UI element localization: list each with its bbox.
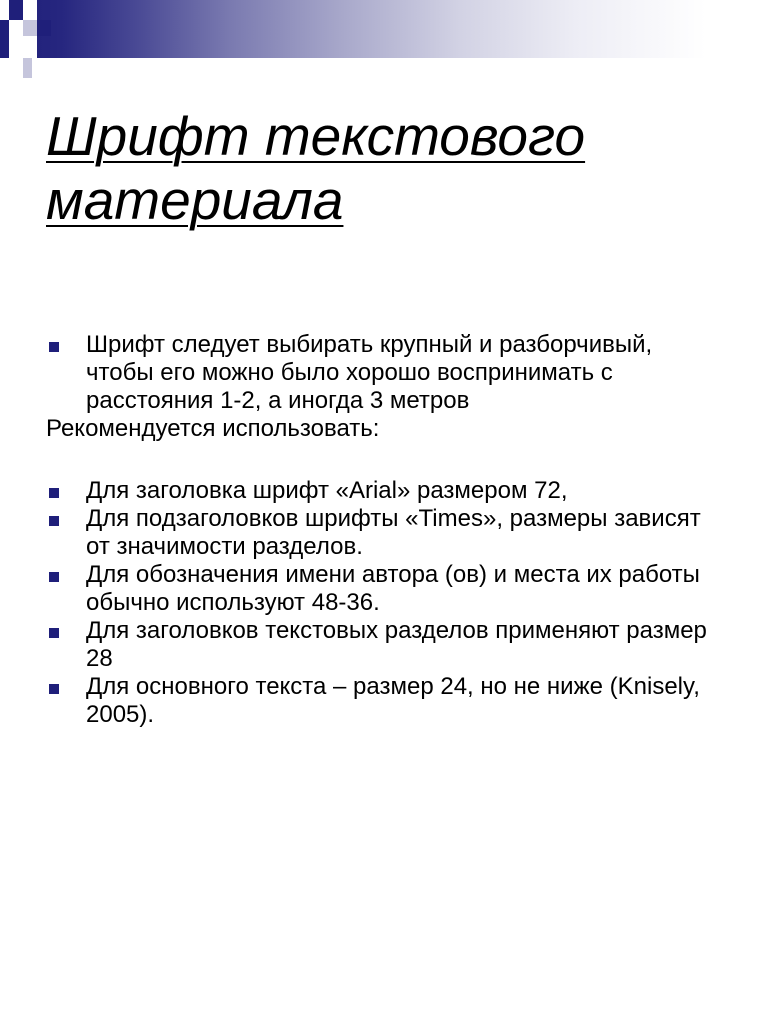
title-line-2: материала <box>46 169 344 231</box>
square-bullet-icon <box>49 628 59 638</box>
list-item-text: Для обозначения имени автора (ов) и места их работы обычно используют 48-36. <box>86 561 700 616</box>
decor-square <box>9 36 23 58</box>
decor-square <box>37 20 51 36</box>
decor-square <box>23 20 37 36</box>
list-item <box>46 617 726 673</box>
decor-square <box>9 20 23 36</box>
recommend-label: Рекомендуется использовать: <box>46 415 380 442</box>
decor-square <box>23 36 37 58</box>
list-item <box>46 331 726 415</box>
list-item <box>46 673 726 729</box>
title-line-1: Шрифт текстового <box>46 105 586 167</box>
square-bullet-icon <box>49 572 59 582</box>
decor-square <box>9 0 23 20</box>
list-item-text: Для основного текста – размер 24, но не ниже (Knisely, 2005). <box>86 673 700 728</box>
list-item-text: Для заголовка шрифт «Arial» размером 72, <box>86 477 568 504</box>
slide-title <box>46 104 726 232</box>
square-bullet-icon <box>49 516 59 526</box>
list-item <box>46 505 726 561</box>
header-gradient-bar <box>0 0 767 58</box>
square-bullet-icon <box>49 488 59 498</box>
recommendation-list <box>46 477 726 729</box>
list-item <box>46 477 726 505</box>
decor-square <box>23 0 37 20</box>
square-bullet-icon <box>49 684 59 694</box>
intro-bullet-text: Шрифт следует выбирать крупный и разборчивый, чтобы его можно было хорошо воспринимать с расстояния 1-2, а иногда 3 метров <box>86 331 653 414</box>
square-bullet-icon <box>49 342 59 352</box>
list-item-text: Для подзаголовков шрифты «Times», размеры зависят от значимости разделов. <box>86 505 701 560</box>
list-item-text: Для заголовков текстовых разделов применяют размер 28 <box>86 617 707 672</box>
slide-content <box>46 331 726 729</box>
decor-square <box>0 0 9 20</box>
decor-square <box>23 58 32 78</box>
list-item <box>46 561 726 617</box>
intro-list <box>46 331 726 415</box>
